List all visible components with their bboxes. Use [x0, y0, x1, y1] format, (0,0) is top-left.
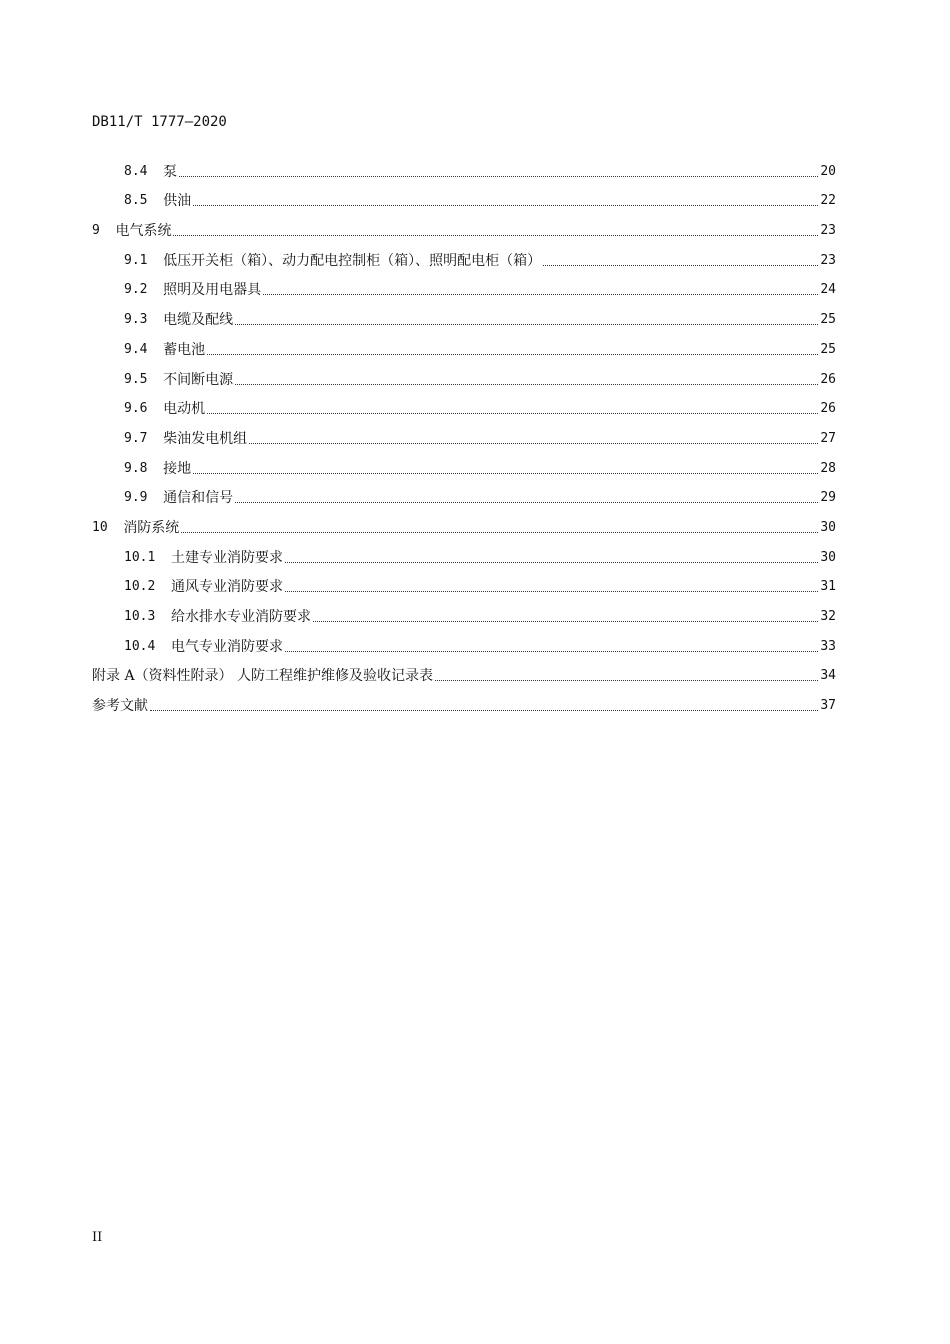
- toc-leader-dots: [207, 354, 818, 355]
- toc-entry-page: 32: [820, 609, 836, 624]
- toc-entry-page: 23: [820, 252, 836, 268]
- toc-entry-number: 9.6: [124, 401, 164, 417]
- toc-entry-title: 消防系统: [123, 519, 180, 536]
- toc-entry-number: 10.3: [124, 609, 171, 624]
- toc-entry-title: 供油: [163, 193, 192, 210]
- toc-entry[interactable]: [92, 417, 836, 447]
- toc-leader-dots: [313, 621, 818, 622]
- toc-entry-number: 9.5: [124, 371, 164, 387]
- toc-entry-number: 9.9: [124, 490, 164, 506]
- toc-entry-page: 24: [820, 282, 836, 298]
- toc-leader-dots: [285, 562, 818, 563]
- toc-entry-title: 电气专业消防要求: [170, 638, 283, 655]
- toc-entry[interactable]: [92, 209, 836, 239]
- toc-entry-number: 10.2: [124, 579, 171, 595]
- toc-entry-page: 22: [820, 193, 836, 209]
- toc-leader-dots: [173, 235, 818, 236]
- toc-entry[interactable]: [92, 506, 836, 536]
- toc-entry-title: 照明及用电器具: [163, 282, 262, 299]
- toc-entry-page: 20: [820, 163, 836, 179]
- toc-entry-number: 10.1: [124, 549, 171, 565]
- page-number: II: [92, 1230, 103, 1245]
- toc-entry-page: 26: [820, 371, 836, 387]
- toc-entry-title: 参考文献: [92, 698, 148, 715]
- toc-entry-page: 25: [820, 341, 836, 357]
- toc-entry-page: 23: [820, 223, 836, 239]
- toc-entry[interactable]: [92, 595, 836, 625]
- toc-leader-dots: [179, 176, 818, 177]
- toc-entry-title: 电动机: [163, 401, 206, 418]
- toc-entry-number: 10: [92, 519, 124, 535]
- toc-leader-dots: [193, 205, 818, 206]
- toc-entry-page: 37: [820, 698, 836, 714]
- toc-leader-dots: [181, 532, 818, 533]
- toc-leader-dots: [207, 413, 818, 414]
- toc-entry[interactable]: [92, 625, 836, 655]
- toc-entry-page: 27: [820, 430, 836, 446]
- toc-entry[interactable]: [92, 150, 836, 180]
- toc-entry-number: 8.4: [124, 163, 164, 179]
- toc-entry-number: 9.3: [124, 312, 164, 328]
- toc-leader-dots: [235, 324, 818, 325]
- toc-entry[interactable]: [92, 655, 836, 685]
- toc-entry-number: 9.7: [124, 430, 164, 446]
- toc-entry[interactable]: [92, 684, 836, 714]
- toc-entry-number: 8.5: [124, 193, 164, 209]
- toc-entry[interactable]: [92, 298, 836, 328]
- toc-entry-number: 9.2: [124, 282, 164, 298]
- toc-leader-dots: [235, 502, 818, 503]
- toc-entry[interactable]: [92, 566, 836, 596]
- toc-entry[interactable]: [92, 447, 836, 477]
- toc-entry-title: 接地: [163, 460, 192, 477]
- toc-entry-page: 33: [820, 638, 836, 654]
- toc-entry-title: 附录 A（资料性附录） 人防工程维护维修及验收记录表: [92, 668, 434, 685]
- toc-entry-page: 30: [820, 549, 836, 565]
- toc-entry[interactable]: [92, 388, 836, 418]
- toc-entry-title: 电气系统: [115, 223, 172, 240]
- toc-leader-dots: [285, 651, 818, 652]
- toc-entry-number: 9.4: [124, 341, 164, 357]
- table-of-contents: [92, 150, 836, 714]
- toc-entry-title: 蓄电池: [163, 341, 206, 358]
- toc-entry-page: 34: [820, 668, 836, 684]
- toc-entry[interactable]: [92, 536, 836, 566]
- toc-entry-title: 通信和信号: [163, 490, 234, 507]
- toc-entry-title: 土建专业消防要求: [170, 549, 283, 566]
- toc-leader-dots: [263, 294, 818, 295]
- toc-entry-title: 电缆及配线: [163, 312, 234, 329]
- toc-entry-number: 9.8: [124, 460, 164, 476]
- toc-entry-page: 30: [820, 519, 836, 535]
- toc-entry-title: 给水排水专业消防要求: [170, 609, 311, 625]
- toc-entry-page: 29: [820, 490, 836, 506]
- toc-entry-number: 9: [92, 223, 116, 239]
- toc-leader-dots: [193, 473, 818, 474]
- toc-entry[interactable]: [92, 477, 836, 507]
- toc-entry-page: 28: [820, 460, 836, 476]
- toc-entry-page: 25: [820, 312, 836, 328]
- toc-entry-title: 泵: [163, 163, 178, 180]
- document-code: DB11/T 1777—2020: [92, 114, 227, 130]
- toc-entry-number: 9.1: [124, 252, 164, 268]
- toc-leader-dots: [435, 680, 818, 681]
- toc-entry[interactable]: [92, 328, 836, 358]
- toc-entry-title: 低压开关柜（箱）、动力配电控制柜（箱）、照明配电柜（箱）: [163, 252, 542, 269]
- toc-entry-title: 通风专业消防要求: [170, 579, 283, 596]
- toc-entry-page: 26: [820, 401, 836, 417]
- toc-entry-title: 不间断电源: [163, 371, 234, 388]
- toc-leader-dots: [543, 265, 818, 266]
- toc-leader-dots: [235, 384, 818, 385]
- toc-entry[interactable]: [92, 180, 836, 210]
- toc-leader-dots: [285, 591, 818, 592]
- toc-leader-dots: [249, 443, 818, 444]
- toc-entry[interactable]: [92, 358, 836, 388]
- toc-entry-number: 10.4: [124, 638, 171, 654]
- toc-entry-title: 柴油发电机组: [163, 430, 248, 447]
- toc-entry-page: 31: [820, 579, 836, 595]
- toc-entry[interactable]: [92, 269, 836, 299]
- toc-entry[interactable]: [92, 239, 836, 269]
- toc-leader-dots: [150, 710, 818, 711]
